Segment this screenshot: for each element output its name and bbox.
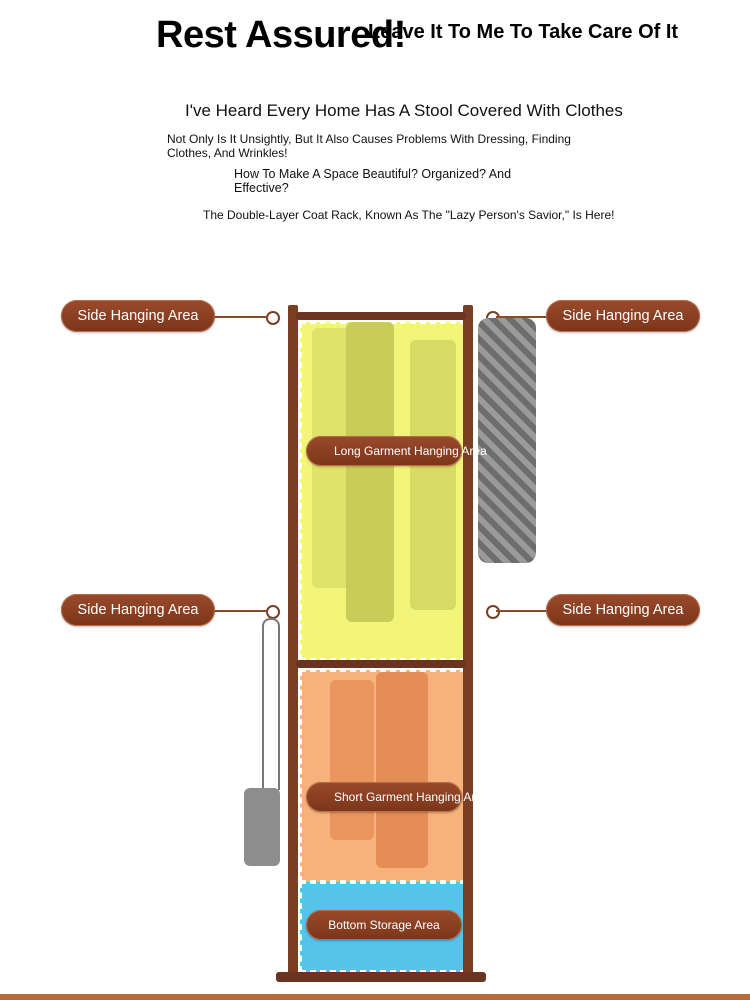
side-handbag — [244, 788, 280, 866]
short-garment-1 — [330, 680, 374, 840]
rack-top-rail — [296, 312, 466, 320]
side-plaid-shirt — [478, 318, 536, 563]
label-long-garment-area: Long Garment Hanging Area — [306, 436, 462, 466]
label-short-garment-area: Short Garment Hanging Area — [306, 782, 462, 812]
intro-line-2: Not Only Is It Unsightly, But It Also Causes Problems With Dressing, Finding Clothes, And Wrinkles! — [167, 132, 571, 160]
short-garment-2 — [376, 672, 428, 868]
hook-top-left — [266, 311, 280, 325]
rack-left-post — [288, 305, 298, 977]
connector-mid-left — [214, 610, 268, 612]
intro-line-4: The Double-Layer Coat Rack, Known As The "Lazy Person's Savior," Is Here! — [203, 208, 615, 222]
label-side-hanging-top-left: Side Hanging Area — [61, 300, 215, 332]
subheadline: Leave It To Me To Take Care Of It — [368, 21, 679, 43]
long-cardigan-garment — [410, 340, 456, 610]
hook-mid-left — [266, 605, 280, 619]
long-coat-garment — [346, 322, 394, 622]
bottom-strip — [0, 994, 750, 1000]
rack-middle-rail — [296, 660, 466, 668]
intro-line-3: How To Make A Space Beautiful? Organized? And Effective? — [234, 167, 512, 195]
rack-right-post — [463, 305, 473, 977]
connector-top-right — [496, 316, 548, 318]
headline: Rest Assured! — [156, 14, 406, 56]
connector-mid-right — [496, 610, 548, 612]
connector-top-left — [214, 316, 268, 318]
label-bottom-storage-area: Bottom Storage Area — [306, 910, 462, 940]
side-bag-strap — [262, 618, 280, 790]
hook-mid-right — [486, 605, 500, 619]
label-side-hanging-mid-right: Side Hanging Area — [546, 594, 700, 626]
label-side-hanging-mid-left: Side Hanging Area — [61, 594, 215, 626]
label-side-hanging-top-right: Side Hanging Area — [546, 300, 700, 332]
rack-base — [276, 972, 486, 982]
intro-line-1: I've Heard Every Home Has A Stool Covered With Clothes — [185, 101, 623, 120]
